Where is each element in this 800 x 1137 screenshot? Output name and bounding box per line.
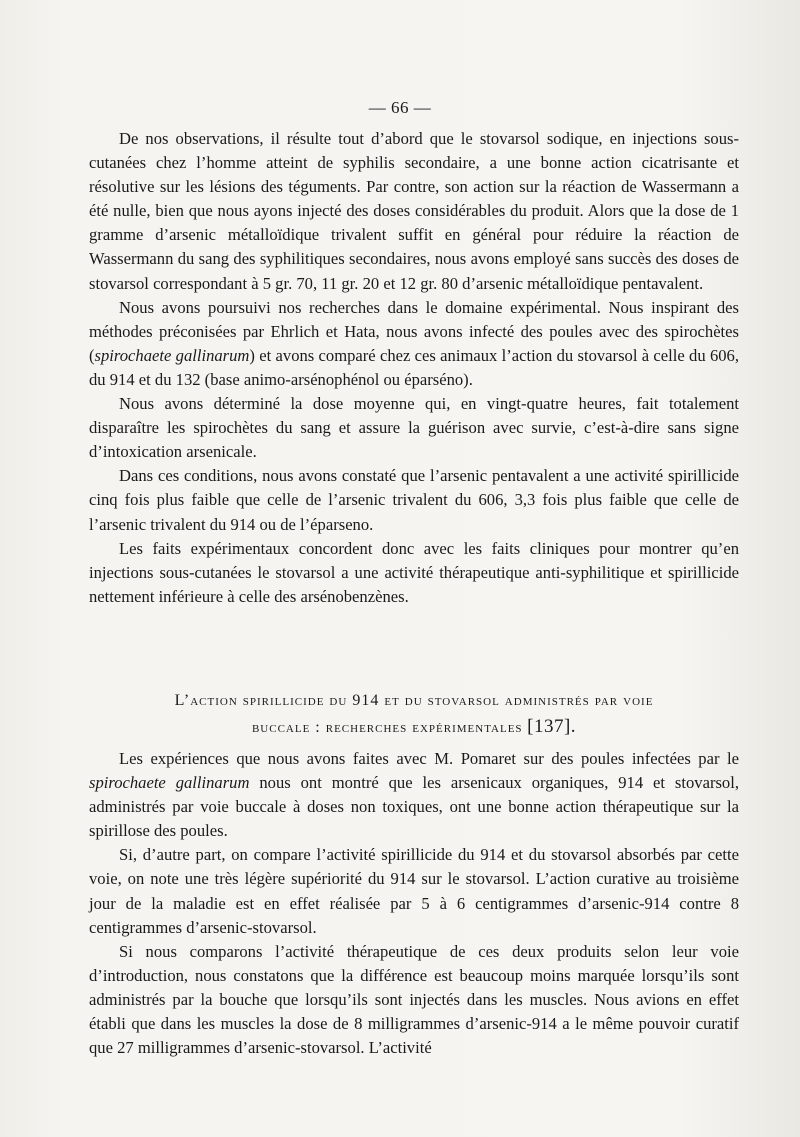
paragraph: Si nous comparons l’activité thérapeutique de ces deux produits selon leur voie d’introduction, nous constatons que la différence est beaucoup moins marquée lorsqu’ils sont administrés par la bouche que lorsqu’ils sont injectés dans les muscles. Nous avions en effet établi que dans les muscles la dose de 8 milligrammes d’arsenic-914 a le même pouvoir curatif que 27 milligrammes d’arsenic-stovarsol. L’activité <box>89 941 739 1058</box>
paragraph-text: Nous avons poursuivi nos recherches dans le domaine expérimental. Nous inspirant des méthodes préconisées par Ehrlich et Hata, nous avons infecté des poules avec des spirochètes ( <box>89 297 739 365</box>
species-name: spirochaete gallinarum <box>89 773 250 793</box>
body-text-upper <box>89 127 739 609</box>
paragraph-text: Les expériences que nous avons faites avec M. Pomaret sur des poules infectées par le <box>119 749 739 768</box>
section-heading-line: L’action spirillicide du 914 et du stovarsol administrés par voie <box>174 692 654 709</box>
section-heading-text: buccale : recherches expérimentales <box>251 719 523 736</box>
paragraph: Les faits expérimentaux concordent donc avec les faits cliniques pour montrer qu’en injections sous-cutanées le stovarsol a une activité thérapeutique anti-syphilitique et spirillicide nettement inférieure à celle des arsénobenzènes. <box>89 538 739 606</box>
reference-number: [137]. <box>527 716 577 737</box>
page-number: — 66 — <box>368 98 432 117</box>
paragraph-text: ) et avons comparé chez ces animaux l’action du stovarsol à celle du 606, du 914 et du 132 (base animo-arsénophénol ou éparséno). <box>89 345 739 389</box>
species-name: spirochaete gallinarum <box>94 345 250 365</box>
paragraph <box>89 747 739 843</box>
paragraph <box>89 296 739 392</box>
paragraph: De nos observations, il résulte tout d’abord que le stovarsol sodique, en injections sous-cutanées chez l’homme atteint de syphilis secondaire, a une bonne action cicatrisante et résolutive sur les lésions des téguments. Par contre, son action sur la réaction de Wassermann a été nulle, bien que nous ayons injecté des doses considérables du produit. Alors que la dose de 1 gramme d’arsenic métalloïdique trivalent suffit en général pour réduire la réaction de Wassermann du sang des syphilitiques secondaires, nous avons employé sans succès des doses de stovarsol correspondant à 5 gr. 70, 11 gr. 20 et 12 gr. 80 d’arsenic métalloïdique pentavalent. <box>89 129 739 293</box>
paragraph-text: nous ont montré que les arsenicaux organiques, 914 et stovarsol, administrés par voie buccale à doses non toxiques, ont une bonne action thérapeutique sur la spirillose des poules. <box>89 773 739 841</box>
paragraph: Nous avons déterminé la dose moyenne qui, en vingt-quatre heures, fait totalement disparaître les spirochètes du sang et assure la guérison avec survie, c’est-à-dire sans signe d’intoxication arsenicale. <box>89 394 739 462</box>
section-heading-line <box>89 714 739 741</box>
paragraph: Dans ces conditions, nous avons constaté que l’arsenic pentavalent a une activité spirillicide cinq fois plus faible que celle de l’arsenic trivalent du 606, 3,3 fois plus faible que celle de l’arsenic trivalent du 914 ou de l’éparseno. <box>89 466 739 534</box>
body-text-lower <box>89 747 739 1060</box>
section-heading <box>89 688 739 741</box>
paragraph: Si, d’autre part, on compare l’activité spirillicide du 914 et du stovarsol absorbés par cette voie, on note une très légère supériorité du 914 sur le stovarsol. L’action curative au troisième jour de la maladie est en effet réalisée par 5 à 6 centigrammes d’arsenic-914 contre 8 centigrammes d’arsenic-stovarsol. <box>89 845 739 937</box>
